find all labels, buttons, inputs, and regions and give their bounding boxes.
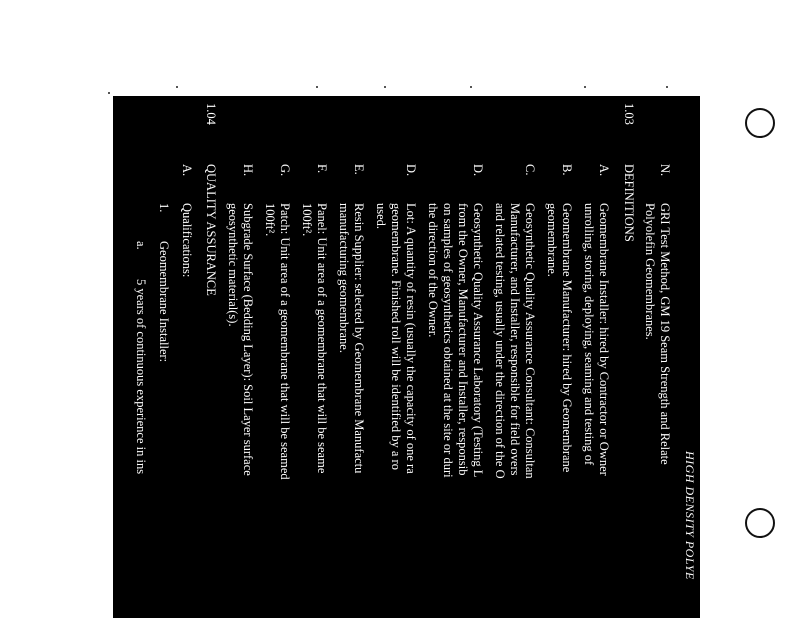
scan-dot: [176, 86, 178, 88]
item-text: Geomembrane Manufacturer: hired by Geomembrane: [560, 203, 574, 473]
item-number: H.: [241, 164, 255, 177]
scan-dot: [666, 86, 668, 88]
item-text: from the Owner, Manufacturer and Installer, responsib: [456, 203, 470, 476]
item-text: GRI Test Method, GM 19 Seam Strength and Relate: [658, 203, 672, 465]
section-title: QUALITY ASSURANCE: [204, 164, 218, 296]
item-text: Subgrade Surface (Bedding Layer): Soil Layer surface: [241, 203, 255, 476]
subitem-text: Geomembrane Installer:: [157, 241, 171, 363]
item-text: Geomembrane Installer: hired by Contractor or Owner: [597, 203, 611, 476]
item-text: 100ft².: [263, 203, 277, 237]
subitem-text: 5 years of continuous experience in ins: [134, 279, 148, 475]
binder-hole-bottom: [745, 508, 775, 538]
item-number: G.: [278, 164, 292, 177]
item-text: geomembrane. Finished roll will be identified by a ro: [389, 203, 403, 470]
item-text: Lot: A quantity of resin (usually the capacity of one ra: [404, 203, 418, 474]
item-number: B.: [560, 164, 574, 176]
scan-dot: [316, 86, 318, 88]
item-number: C.: [523, 164, 537, 176]
item-number: A.: [597, 164, 611, 177]
scan-dot: [108, 92, 110, 94]
item-text: Polyolefin Geomembranes.: [643, 203, 657, 340]
item-number: D.: [471, 164, 485, 177]
section-title: DEFINITIONS: [622, 164, 636, 242]
binder-hole-top: [745, 108, 775, 138]
subitem-number: 1.: [157, 203, 171, 213]
page-content: [113, 96, 700, 618]
section-number: 1.03: [622, 103, 636, 125]
item-text: used.: [374, 203, 388, 230]
section-number: 1.04: [204, 103, 218, 125]
item-text: manufacturing geomembrane.: [337, 203, 351, 353]
item-number: A.: [180, 164, 194, 177]
item-text: and related testing, usually under the direction of the O: [493, 203, 507, 479]
scan-dot: [384, 86, 386, 88]
item-number: N.: [658, 164, 672, 177]
item-text: Geosynthetic Quality Assurance Laboratory (Testing L: [471, 203, 485, 478]
item-text: unrolling, storing, deploying, seaming and testing of: [582, 203, 596, 466]
item-text: 100ft².: [300, 203, 314, 237]
item-number: F.: [315, 164, 329, 174]
scan-dot: [470, 86, 472, 88]
item-text: on samples of geosynthetics obtained at the site or duri: [441, 203, 455, 478]
item-text: Patch: Unit area of a geomembrane that will be seamed: [278, 203, 292, 480]
item-text: Manufacturer, and Installer, responsible for field overs: [508, 203, 522, 476]
item-text: Geosynthetic Quality Assurance Consultant: Consultan: [523, 203, 537, 479]
item-text: the direction of the Owner.: [426, 203, 440, 338]
subitem-letter: a.: [134, 241, 148, 250]
item-text: Resin Supplier: selected by Geomembrane Manufactu: [352, 203, 366, 474]
item-number: E.: [352, 164, 366, 175]
running-header: HIGH DENSITY POLYE: [683, 451, 697, 580]
item-text: geosynthetic material(s).: [226, 203, 240, 327]
document-page: [113, 96, 700, 618]
item-text: geomembrane.: [545, 203, 559, 277]
item-text: Qualifications:: [180, 203, 194, 278]
item-number: D.: [404, 164, 418, 177]
scan-dot: [584, 86, 586, 88]
item-text: Panel: Unit area of a geomembrane that will be seame: [315, 203, 329, 474]
